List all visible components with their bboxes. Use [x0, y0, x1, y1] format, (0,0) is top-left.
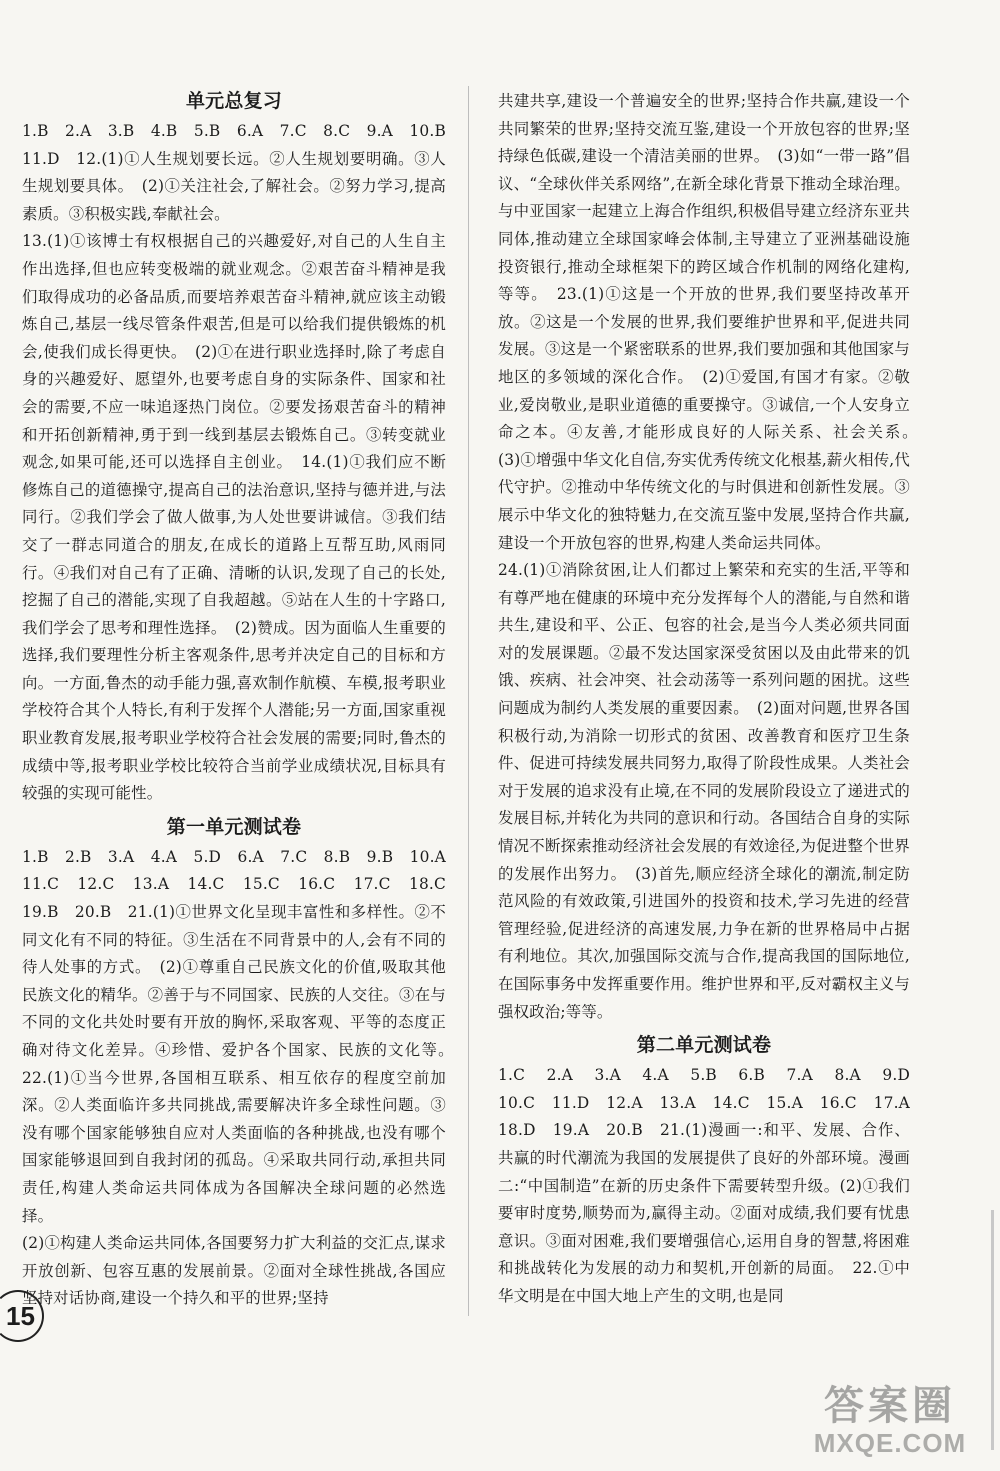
answer-paragraph: 1.B 2.A 3.B 4.B 5.B 6.A 7.C 8.C 9.A 10.B 11.D 12.(1)①人生规划要长远。②人生规划要明确。③人生规划要具体。 (2)①关注社会,了解社会。②努力学习,提高素质。③积极实践,奉献社会。 — [22, 122, 462, 223]
column-divider — [468, 86, 469, 1316]
section-title-unit2-test: 第二单元测试卷 — [636, 1034, 772, 1057]
watermark-logo — [790, 1384, 990, 1464]
page-number: 15 — [0, 1290, 44, 1342]
answer-paragraph: 13.(1)①该博士有权根据自己的兴趣爱好,对自己的人生自主作出选择,但也应转变极端的就业观念。②艰苦奋斗精神是我们取得成功的必备品质,而要培养艰苦奋斗精神,就应该主动锻炼自己,基层一线尽管条件艰苦,但是可以给我们提供锻炼的机会,使我们成长得更快。 (2)①在进行职业选择时,除了考虑自身的兴趣爱好、愿望外,也要考虑自身的实际条件、国家和社会的需要,不应一味追逐热门岗位。②要发扬艰苦奋斗的精神和开拓创新精神,勇于到一线到基层去锻炼自己。③转变就业观念,如果可能,还可以选择自主创业。 14.(1)①我们应不断修炼自己的道德操守,提高自己的法治意识,坚持与德并进,与法同行。②我们学会了做人做事,为人处世要讲诚信。③我们结交了一群志同道合的朋友,在成长的道路上互帮互助,风雨同行。④我们对自己有了正确、清晰的认识,发现了自己的长处,挖掘了自己的潜能,实现了自我超越。⑤站在人生的十字路口,我们学会了思考和理性选择。 (2)赞成。因为面临人生重要的选择,我们要理性分析主客观条件,思考并决定自己的目标和方向。一方面,鲁杰的动手能力强,喜欢制作航模、车模,报考职业学校符合其个人特长,有利于发挥个人潜能;另一方面,国家重视职业教育发展,报考职业学校符合社会发展的需要;同时,鲁杰的成绩中等,报考职业学校比较符合当前学业成绩状况,目标具有较强的实现可能性。 — [22, 232, 446, 803]
answer-paragraph: (2)①构建人类命运共同体,各国要努力扩大利益的交汇点,谋求开放创新、包容互惠的发展前景。②面对全球性挑战,各国应坚持对话协商,建设一个持久和平的世界;坚持 — [22, 1234, 446, 1308]
section-title-review: 单元总复习 — [185, 90, 282, 112]
right-column — [498, 88, 926, 1311]
answer-paragraph: 1.B 2.B 3.A 4.A 5.D 6.A 7.C 8.B 9.B 10.A 11.C 12.C 13.A 14.C 15.C 16.C 17.C 18.C 19.B 20.B 21.(1)①世界文化呈现丰富性和多样性。②不同文化有不同的特征。③生活在不同背景中的人,会有不同的待人处事的方式。 (2)①尊重自己民族文化的价值,吸取其他民族文化的精华。②善于与不同国家、民族的人交往。③在与不同的文化共处时要有开放的胸怀,采取客观、平等的态度正确对待文化差异。④珍惜、爱护各个国家、民族的文化等。 22.(1)①当今世界,各国相互联系、相互依存的程度空前加深。②人类面临许多共同挑战,需要解决许多全球性问题。③没有哪个国家能够独自应对人类面临的各种挑战,也没有哪个国家能够退回到自我封闭的孤岛。④采取共同行动,承担共同责任,构建人类命运共同体成为各国解决全球问题的必然选择。 — [22, 847, 462, 1225]
answer-paragraph: 共建共享,建设一个普遍安全的世界;坚持合作共赢,建设一个共同繁荣的世界;坚持交流互鉴,建设一个开放包容的世界;坚持绿色低碳,建设一个清洁美丽的世界。 (3)如“一带一路”倡议、“全球伙伴关系网络”,在新全球化背景下推动全球治理。与中亚国家一起建立上海合作组织,积极倡导建立经济东亚共同体,推动建立全球国家峰会体制,主导建立了亚洲基础设施投资银行,推动全球框架下的跨区域合作机制的网络化建构,等等。 23.(1)①这是一个开放的世界,我们要坚持改革开放。②这是一个发展的世界,我们要维护世界和平,促进共同发展。③这是一个紧密联系的世界,我们要加强和其他国家与地区的多领域的深化合作。 (2)①爱国,有国才有家。②敬业,爱岗敬业,是职业道德的重要操守。③诚信,一个人安身立命之本。④友善,才能形成良好的人际关系、社会关系。 (3)①增强中华文化自信,夯实优秀传统文化根基,薪火相传,代代守护。②推动中华传统文化的与时俱进和创新性发展。③展示中华文化的独特魅力,在交流互鉴中发展,坚持合作共赢,建设一个开放包容的世界,构建人类命运共同体。 — [498, 92, 926, 552]
watermark-text: 答案圈 — [824, 1383, 956, 1429]
left-column — [22, 82, 462, 1313]
page-edge-shadow — [991, 1210, 994, 1450]
answer-paragraph: 1.C 2.A 3.A 4.A 5.B 6.B 7.A 8.A 9.D 10.C 11.D 12.A 13.A 14.C 15.A 16.C 17.A 18.D 19.A 20.B 21.(1)漫画一:和平、发展、合作、共赢的时代潮流为我国的发展提供了良好的外部环境。漫画二:“中国制造”在新的历史条件下需要转型升级。(2)①我们要审时度势,顺势而为,赢得主动。②面对成绩,我们要有忧患意识。③面对困难,我们要增强信心,运用自身的智慧,将困难和挑战转化为发展的动力和契机,开创新的局面。 22.①中华文明是在中国大地上产生的文明,也是同 — [498, 1066, 926, 1305]
watermark-url: MXQE.COM — [813, 1428, 967, 1458]
section-title-unit1-test: 第一单元测试卷 — [166, 815, 302, 838]
answer-paragraph: 24.(1)①消除贫困,让人们都过上繁荣和充实的生活,平等和有尊严地在健康的环境中充分发挥每个人的潜能,与自然和谐共生,建设和平、公正、包容的社会,是当今人类必须共同面对的发展课题。②最不发达国家深受贫困以及由此带来的饥饿、疾病、社会冲突、社会动荡等一系列问题的困扰。这些问题成为制约人类发展的重要因素。 (2)面对问题,世界各国积极行动,为消除一切形式的贫困、改善教育和医疗卫生条件、促进可持续发展共同努力,取得了阶段性成果。人类社会对于发展的追求没有止境,在不同的发展阶段设立了递进式的发展目标,并转化为共同的意识和行动。各国结合自身的实际情况不断探索推动经济社会发展的有效途径,为促进整个世界的发展作出努力。 (3)首先,顺应经济全球化的潮流,制定防范风险的有效政策,引进国外的投资和技术,学习先进的经营管理经验,促进经济的高速发展,力争在新的世界格局中占据有利地位。其次,加强国际交流与合作,提高我国的国际地位,在国际事务中发挥重要作用。维护世界和平,反对霸权主义与强权政治;等等。 — [498, 561, 910, 1021]
